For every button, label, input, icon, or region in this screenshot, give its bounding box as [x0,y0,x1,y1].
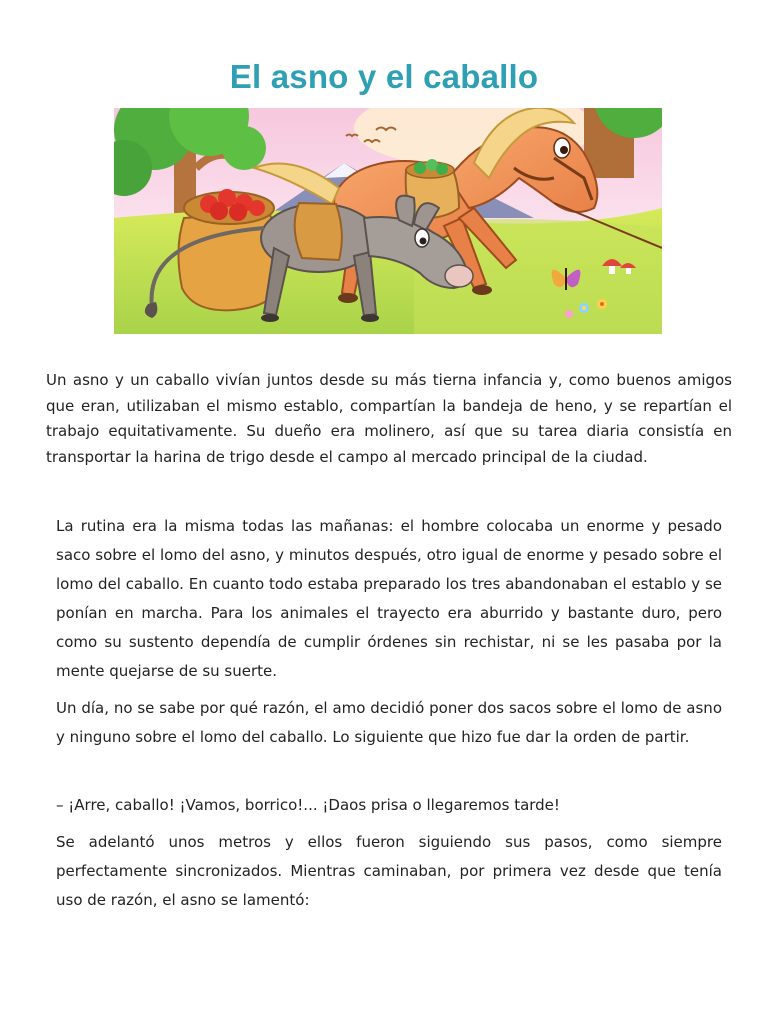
paragraph-4-dialogue: – ¡Arre, caballo! ¡Vamos, borrico!... ¡Daos prisa o llegaremos tarde! [56,796,560,814]
paragraph-5: Se adelantó unos metros y ellos fueron siguiendo sus pasos, como siempre perfectamente sincronizados. Mientras caminaban, por primera vez desde que tenía uso de razón, el asno se lamentó: [56,833,722,909]
paragraph-1: Un asno y un caballo vivían juntos desde su más tierna infancia y, como buenos amigos que eran, utilizaban el mismo establo, compartían la bandeja de heno, y se repartían el trabajo equitativamente. Su dueño era molinero, así que su tarea diaria consistía en transportar la harina de trigo desde el campo al mercado principal de la ciudad. [46,371,732,466]
paragraph-2: La rutina era la misma todas las mañanas: el hombre colocaba un enorme y pesado saco sobre el lomo del asno, y minutos después, otro igual de enorme y pesado sobre el lomo del caballo. En cuanto todo estaba preparado los tres abandonaban el establo y se ponían en marcha. Para los animales el trayecto era aburrido y bastante duro, pero como su sustento dependía de cumplir órdenes sin rechistar, ni se les pasaba por la mente quejarse de su suerte. [56,517,722,680]
story-illustration [114,108,662,334]
page-title: El asno y el caballo [229,58,539,95]
paragraph-3: Un día, no se sabe por qué razón, el amo decidió poner dos sacos sobre el lomo de asno y ninguno sobre el lomo del caballo. Lo siguiente que hizo fue dar la orden de partir. [56,699,722,746]
donkey-horse-illustration [114,108,662,334]
